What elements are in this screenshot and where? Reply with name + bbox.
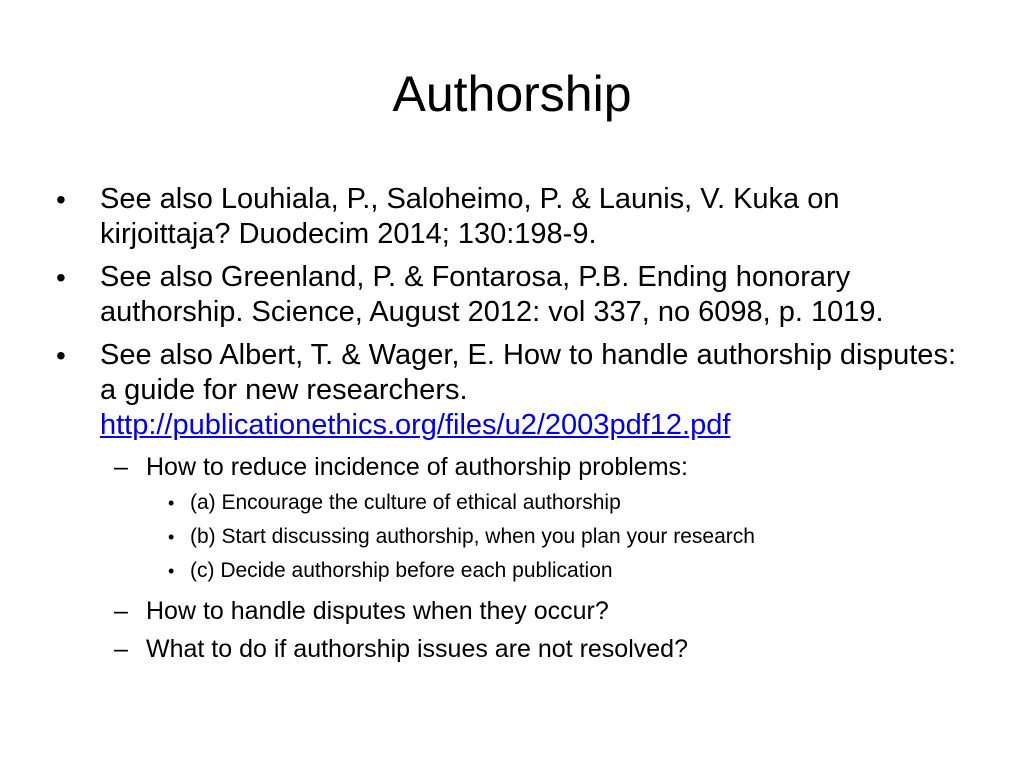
sub-sub-item-text: (b) Start discussing authorship, when you plan your research [190, 525, 755, 548]
bullet-icon: • [56, 262, 66, 293]
sub-item-text: How to reduce incidence of authorship problems: [146, 453, 688, 481]
sub-sub-item-text: (c) Decide authorship before each publication [190, 559, 613, 582]
bullet-item [56, 338, 976, 443]
bullet-item [56, 182, 976, 252]
sub-item-text: How to handle disputes when they occur? [146, 597, 609, 625]
reference-link[interactable]: http://publicationethics.org/files/u2/2003pdf12.pdf [100, 409, 731, 441]
dash-icon: – [114, 635, 128, 663]
bullet-text: See also Greenland, P. & Fontarosa, P.B. Ending honorary authorship. Science, August 2012: vol 337, no 6098, p. 1019. [100, 261, 884, 328]
bullet-text: See also Albert, T. & Wager, E. How to handle authorship disputes: a guide for new researchers. [100, 339, 956, 406]
slide-content [56, 182, 976, 669]
bullet-icon: • [56, 184, 66, 215]
sub-item [56, 451, 976, 483]
bullet-item [56, 260, 976, 330]
bullet-icon: • [168, 493, 175, 513]
sub-sub-item [56, 523, 976, 551]
dash-icon: – [114, 453, 128, 481]
sub-sub-item-text: (a) Encourage the culture of ethical authorship [190, 491, 621, 514]
bullet-icon: • [56, 340, 66, 371]
sub-item-text: What to do if authorship issues are not resolved? [146, 635, 688, 663]
dash-icon: – [114, 597, 128, 625]
sub-sub-item [56, 557, 976, 585]
bullet-icon: • [168, 561, 175, 581]
sub-sub-item [56, 489, 976, 517]
slide-title: Authorship [392, 66, 632, 122]
sub-item [56, 595, 976, 627]
bullet-text: See also Louhiala, P., Saloheimo, P. & Launis, V. Kuka on kirjoittaja? Duodecim 2014; 130:198-9. [100, 183, 840, 250]
bullet-icon: • [168, 527, 175, 547]
sub-item [56, 633, 976, 665]
